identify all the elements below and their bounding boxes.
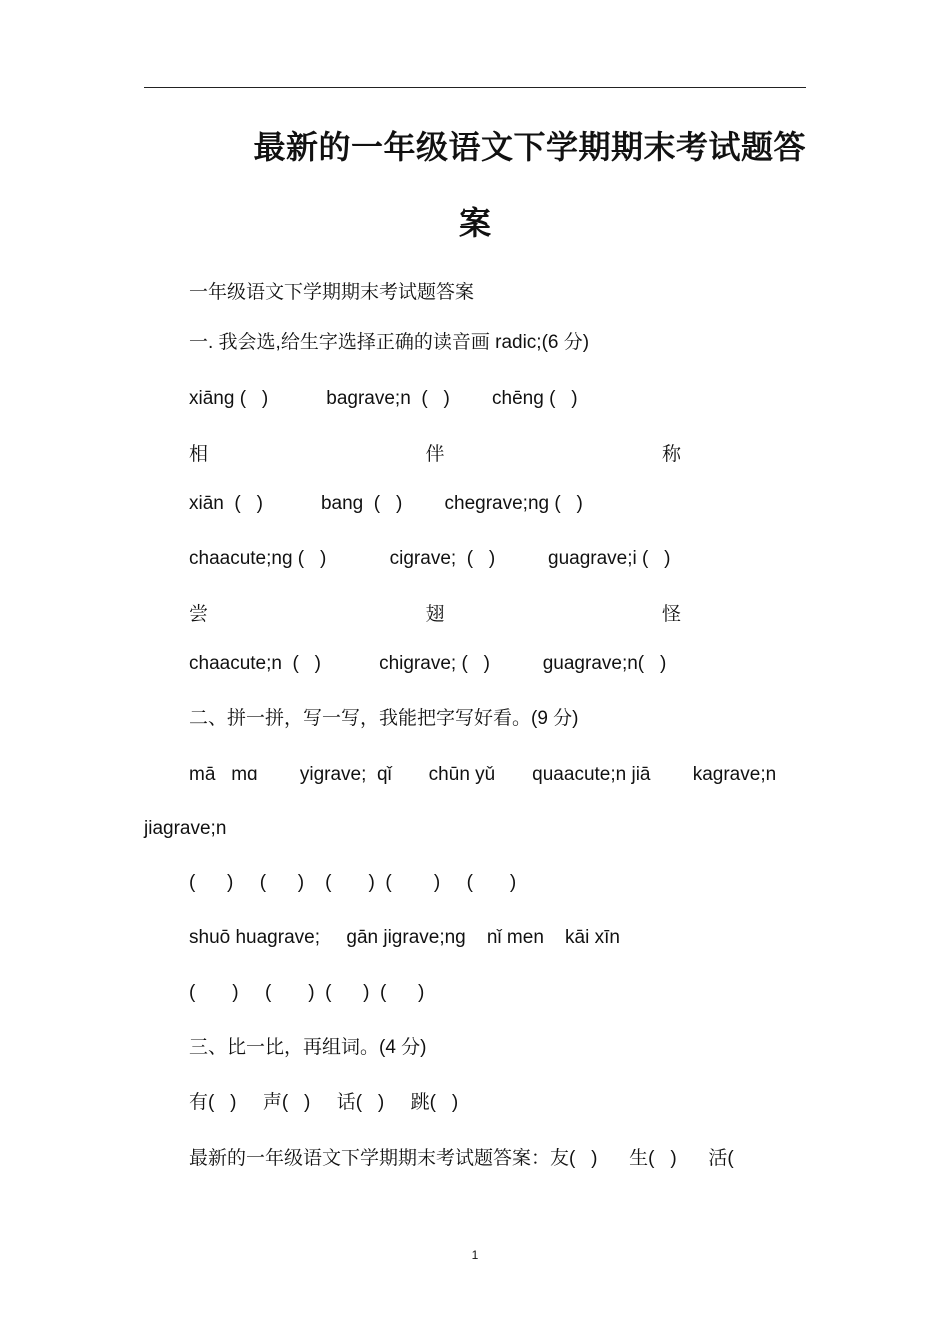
- header-rule: [144, 87, 806, 88]
- char-cell: 怪: [661, 603, 681, 625]
- char-cell: 翅: [425, 603, 445, 625]
- char-cell: 称: [661, 443, 681, 465]
- section2-pinyin-line1: mā mɑ yigrave; qǐ chūn yǔ quaacute;n jiā kagrave;n: [189, 764, 777, 785]
- subtitle: 一年级语文下学期期末考试题答案: [189, 281, 475, 303]
- section1-pinyin-row4: chaacute;n ( ) chigrave; ( ) guagrave;n( ): [189, 653, 667, 674]
- char-cell: 相: [189, 443, 209, 465]
- section1-pinyin-row1: xiāng ( ) bagrave;n ( ) chēng ( ): [189, 388, 578, 409]
- section2-heading: 二、拼一拼，写一写，我能把字写好看。(9 分): [189, 708, 579, 729]
- section1-chars-row1: [189, 441, 681, 467]
- section2-pinyin-line1-cont: jiagrave;n: [144, 818, 227, 839]
- section1-pinyin-row2: xiān ( ) bang ( ) chegrave;ng ( ): [189, 493, 583, 514]
- section1-pinyin-row3: chaacute;ng ( ) cigrave; ( ) guagrave;i ( ): [189, 548, 671, 569]
- char-cell: 尝: [189, 603, 209, 625]
- page-number: 1: [471, 1248, 479, 1262]
- section1-heading: 一. 我会选,给生字选择正确的读音画 radic;(6 分): [189, 332, 590, 353]
- section2-blanks2: ( ) ( ) ( ) ( ): [189, 982, 425, 1003]
- section1-chars-row2: [189, 601, 681, 627]
- document-title-line2: 案: [458, 204, 491, 242]
- document-title-line1: 最新的一年级语文下学期期末考试题答: [253, 128, 806, 166]
- section3-heading: 三、比一比，再组词。(4 分): [189, 1037, 427, 1058]
- section2-blanks1: ( ) ( ) ( ) ( ) ( ): [189, 872, 517, 893]
- section3-row2: 最新的一年级语文下学期期末考试题答案：友( ) 生( ) 活(: [189, 1148, 734, 1169]
- section3-row1: 有( ) 声( ) 话( ) 跳( ): [189, 1092, 459, 1113]
- char-cell: 伴: [425, 443, 445, 465]
- section2-pinyin-line2: shuō huagrave; gān jigrave;ng nǐ men kāi xīn: [189, 927, 620, 948]
